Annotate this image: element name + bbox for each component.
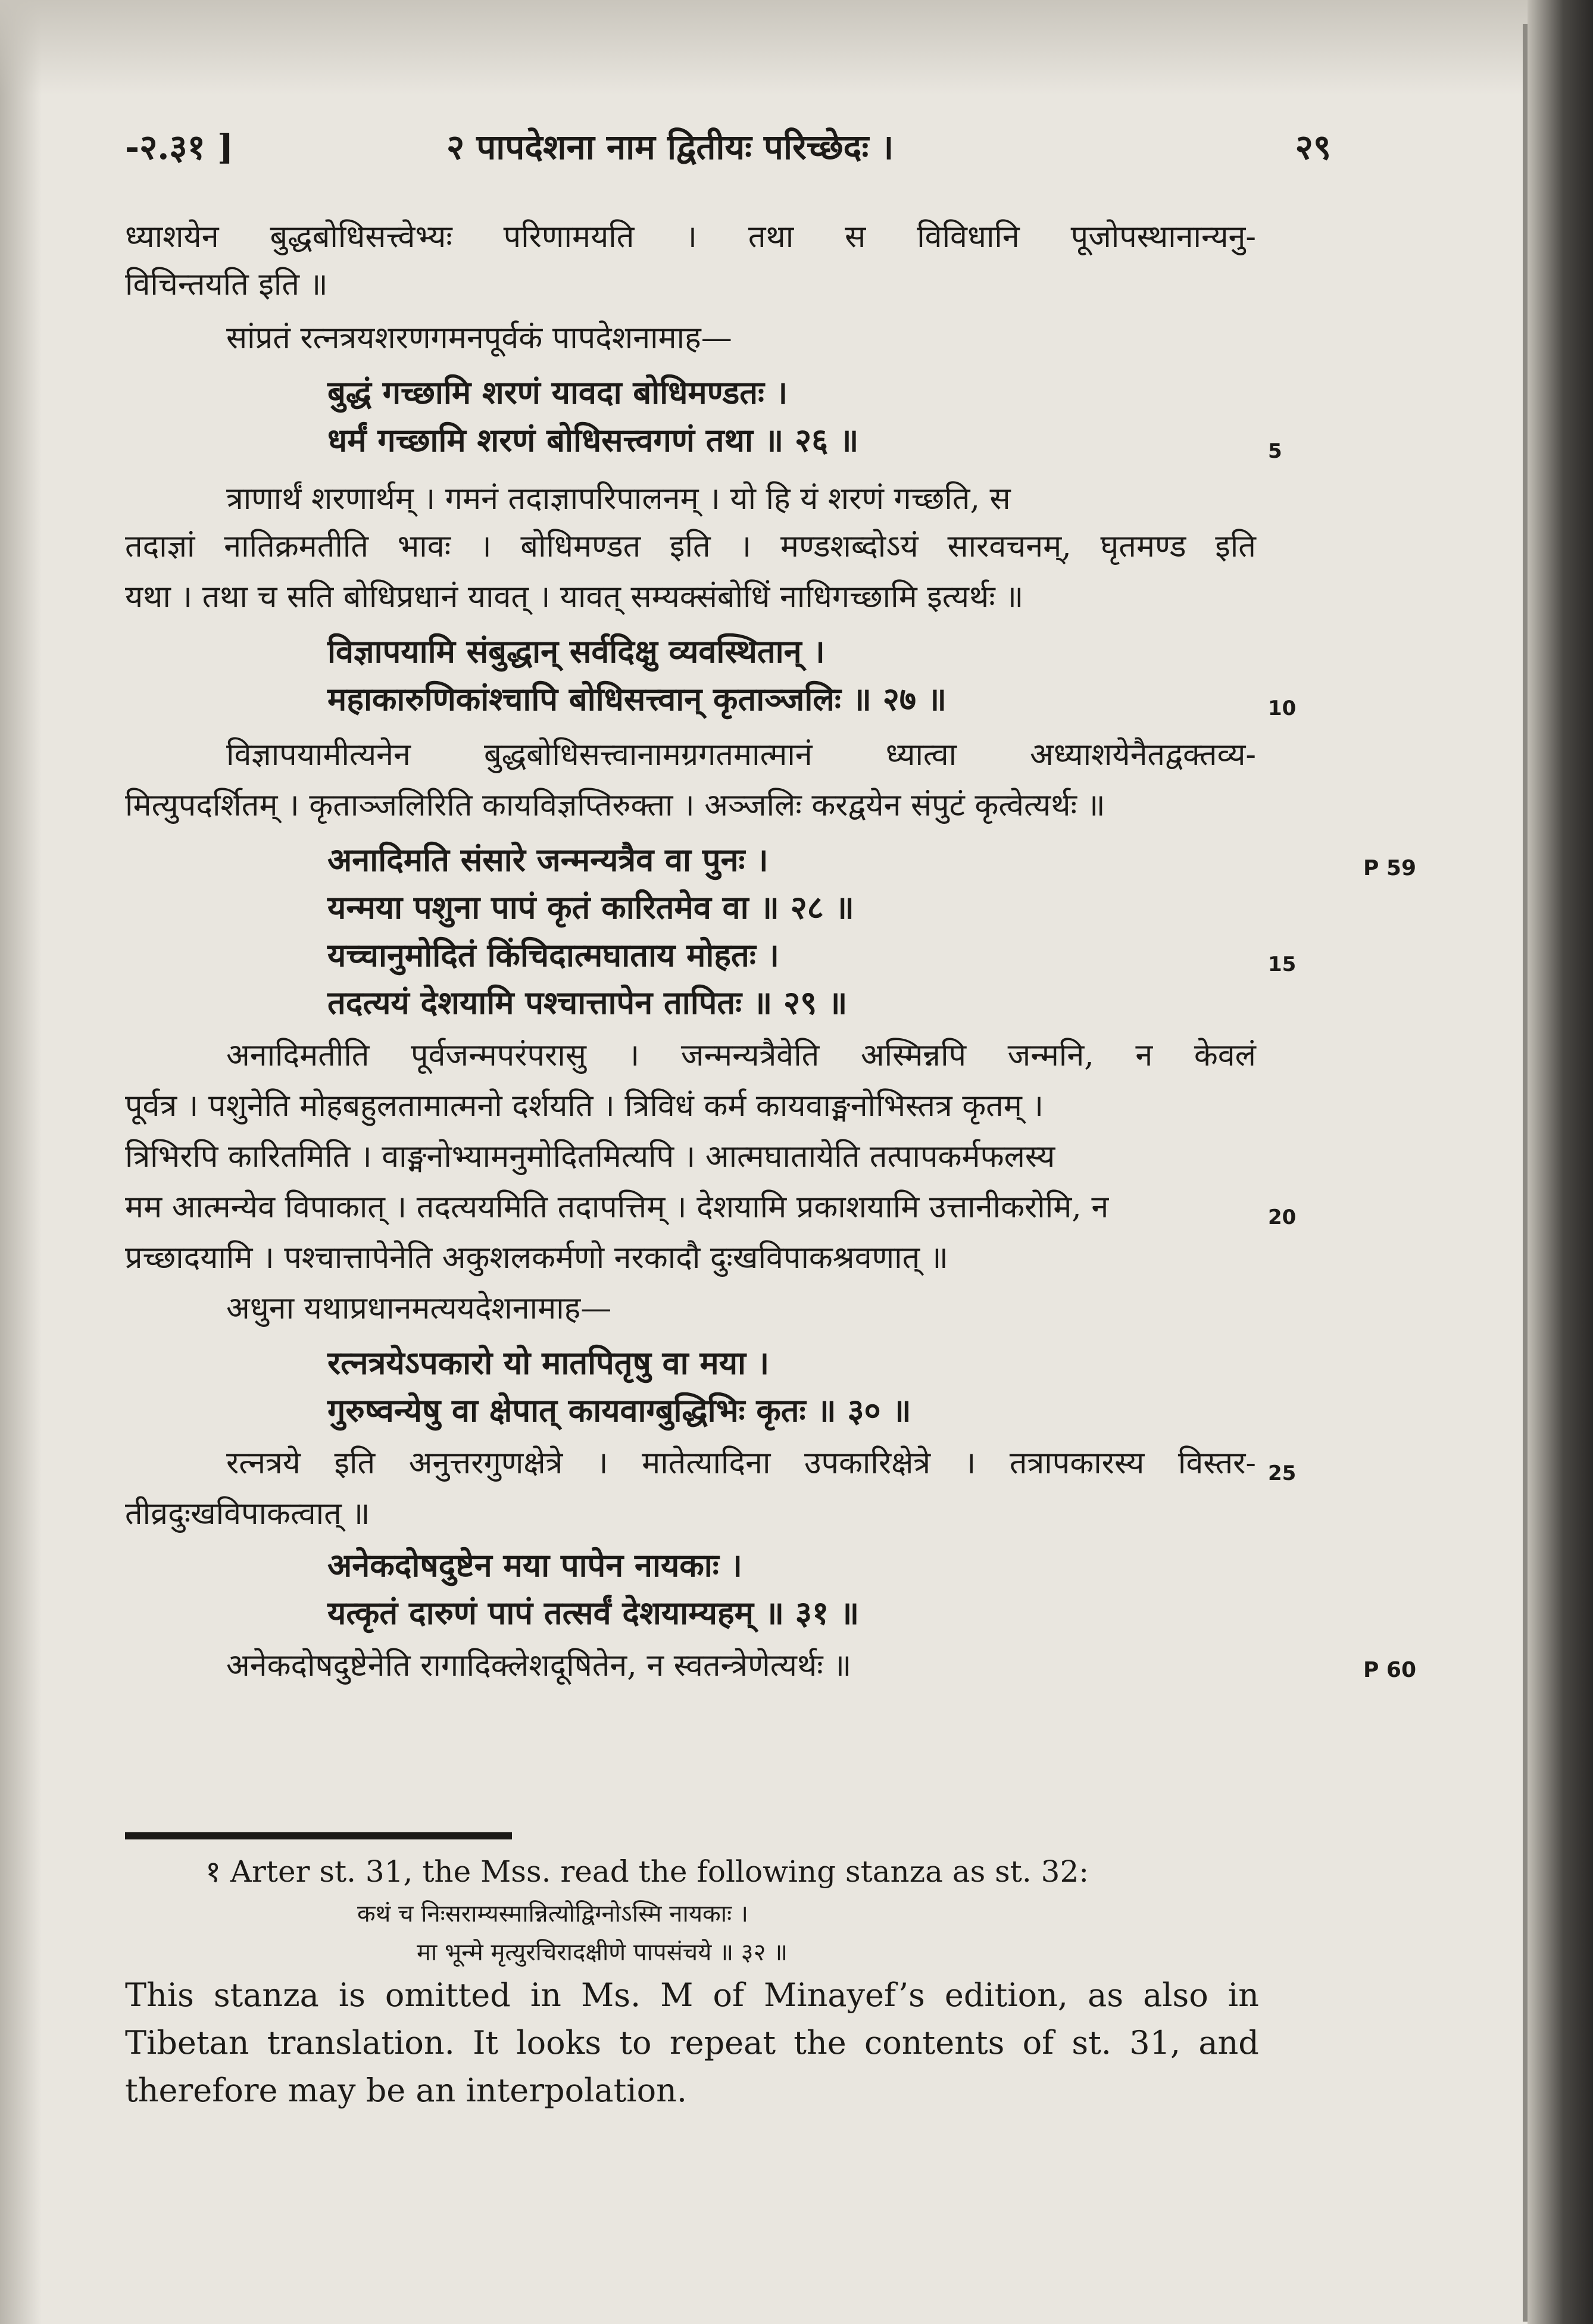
verse-line: अनेकदोषदुष्टेन मया पापेन नायकाः । [327,1546,742,1584]
commentary-line: अनादिमतीति पूर्वजन्मपरंपरासु । जन्मन्यत्रैवेति अस्मिन्नपि जन्मनि, न केवलं [226,1038,1256,1073]
page-reference: P 60 [1363,1658,1417,1682]
line-number: 25 [1268,1461,1297,1485]
commentary-line: प्रच्छादयामि । पश्चात्तापेनेति अकुशलकर्मणो नरकादौ दुःखविपाकश्रवणात् ॥ [125,1240,948,1276]
commentary-line: विचिन्तयति इति ॥ [125,267,328,302]
verse-line: तदत्ययं देशयामि पश्चात्तापेन तापितः ॥ २९ ॥ [327,983,848,1022]
line-number: 10 [1268,696,1297,720]
commentary-line: मम आत्मन्येव विपाकात् । तदत्ययमिति तदापत्तिम् । देशयामि प्रकाशयामि उत्तानीकरोमि, न [125,1189,1109,1225]
footnote-heading: १ Arter st. 31, the Mss. read the following stanza as st. 32: [205,1854,1089,1889]
commentary-line: रत्नत्रये इति अनुत्तरगुणक्षेत्रे । मातेत्यादिना उपकारिक्षेत्रे । तत्रापकारस्य विस्तर- [226,1445,1256,1481]
commentary-line: अनेकदोषदुष्टेनेति रागादिक्लेशदूषितेन, न स्वतन्त्रेणेत्यर्थः ॥ [226,1648,852,1683]
line-number: 15 [1268,952,1297,976]
verse-line: अनादिमति संसारे जन्मन्यत्रैव वा पुनः । [327,841,769,879]
verse-line: गुरुष्वन्येषु वा क्षेपात् कायवाग्बुद्धिभिः कृतः ॥ ३० ॥ [327,1391,911,1429]
page-number: २९ [1295,127,1331,167]
footnote-rule [125,1832,512,1839]
verse-line: यन्मया पशुना पापं कृतं कारितमेव वा ॥ २८ ॥ [327,888,854,926]
verse-line: यच्चानुमोदितं किंचिदात्मघाताय मोहतः । [327,936,779,974]
commentary-line: ध्याशयेन बुद्धबोधिसत्त्वेभ्यः परिणामयति । तथा स विविधानि पूजोपस्थानान्यनु- [125,219,1256,255]
commentary-line: तीव्रदुःखविपाकत्वात् ॥ [125,1496,370,1532]
verse-line: धर्मं गच्छामि शरणं बोधिसत्त्वगणं तथा ॥ २६ ॥ [327,421,859,459]
verse-line: रत्नत्रयेऽपकारो यो मातपितृषु वा मया । [327,1344,770,1382]
commentary-line: त्राणार्थं शरणार्थम् । गमनं तदाज्ञापरिपालनम् । यो हि यं शरणं गच्छति, स [226,481,1011,517]
verse-line: यत्कृतं दारुणं पापं तत्सर्वं देशयाम्यहम् ॥ ३१ ॥ [327,1594,860,1632]
commentary-line: विज्ञापयामीत्यनेन बुद्धबोधिसत्त्वानामग्रगतमात्मानं ध्यात्वा अध्याशयेनैतद्वक्तव्य- [226,737,1256,773]
running-header [125,122,1331,170]
footnote-verse-line: कथं च निःसराम्यस्मान्नित्योद्विग्नोऽस्मि नायकाः । [357,1900,749,1928]
page-reference: P 59 [1363,856,1417,880]
verse-line: बुद्धं गच्छामि शरणं यावदा बोधिमण्डतः । [327,373,788,411]
footnote-paragraph-line: This stanza is omitted in Ms. M of Minayef’s edition, as also in [125,1976,1259,2014]
footnote-paragraph-line: Tibetan translation. It looks to repeat the contents of st. 31, and [125,2024,1259,2061]
commentary-line: त्रिभिरपि कारितमिति । वाङ्मनोभ्यामनुमोदितमित्यपि । आत्मघातायेति तत्पापकर्मफलस्य [125,1139,1055,1175]
footnote-paragraph-line: therefore may be an interpolation. [125,2072,688,2109]
commentary-line: यथा । तथा च सति बोधिप्रधानं यावत् । यावत् सम्यक्संबोधिं नाधिगच्छामि इत्यर्थः ॥ [125,579,1024,615]
commentary-line: अधुना यथाप्रधानमत्ययदेशनामाह— [226,1291,612,1326]
commentary-line: पूर्वत्र । पशुनेति मोहबहुलतामात्मनो दर्शयति । त्रिविधं कर्म कायवाङ्मनोभिस्तत्र कृतम् । [125,1088,1044,1124]
header-chapter-title: २ पापदेशना नाम द्वितीयः परिच्छेदः । [446,127,894,167]
line-number: 20 [1268,1205,1297,1229]
commentary-line: तदाज्ञां नातिक्रमतीति भावः । बोधिमण्डत इति । मण्डशब्दोऽयं सारवचनम्, घृतमण्ड इति [125,529,1256,564]
verse-line: विज्ञापयामि संबुद्धान् सर्वदिक्षु व्यवस्थितान् । [327,632,825,670]
footnote-verse-line: मा भून्मे मृत्युरचिरादक्षीणे पापसंचये ॥ ३२ ॥ [417,1939,788,1966]
commentary-line: मित्युपदर्शितम् । कृताञ्जलिरिति कायविज्ञप्तिरुक्ता । अञ्जलिः करद्वयेन संपुटं कृत्वेत्यर्थः ॥ [125,788,1105,823]
verse-line: महाकारुणिकांश्चापि बोधिसत्त्वान् कृताञ्जलिः ॥ २७ ॥ [327,680,947,718]
commentary-line: सांप्रतं रत्नत्रयशरणगमनपूर्वकं पापदेशनामाह— [226,320,732,356]
header-verse-range: -२.३१ ] [125,127,234,167]
line-number: 5 [1268,439,1282,463]
